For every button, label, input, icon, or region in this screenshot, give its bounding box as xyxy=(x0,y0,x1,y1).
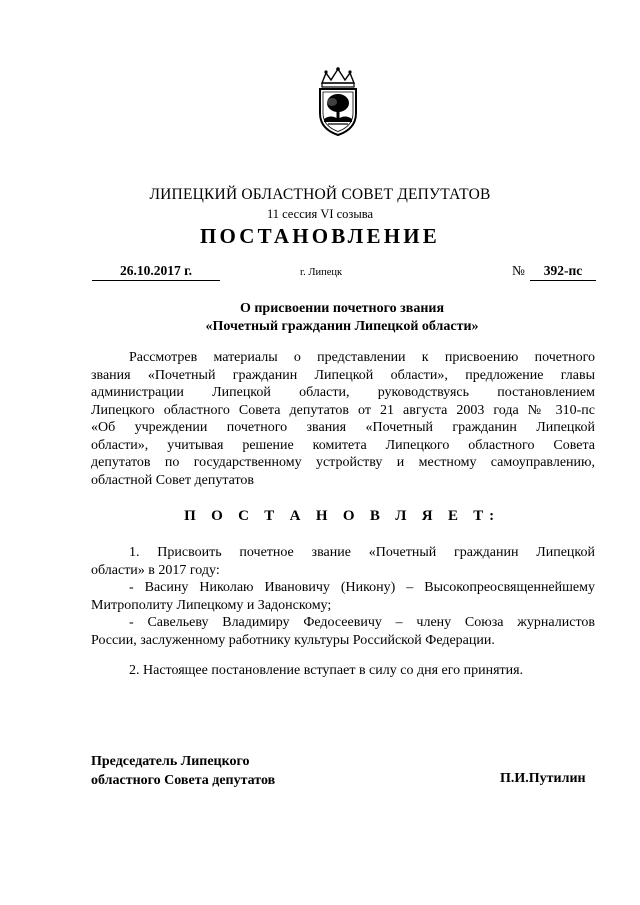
preamble-line: администрации Липецкой области, руководствуясь постановлением xyxy=(91,385,595,400)
subject-line-1: О присвоении почетного звания xyxy=(239,301,445,316)
item-1-line-1: 1. Присвоить почетное звание «Почетный гражданин Липецкой xyxy=(129,545,595,560)
preamble-line: Липецкого областного Совета депутатов от 21 августа 2003 года № 310-пс xyxy=(91,402,595,418)
preamble-line: области», учитывая решение комитета Липецкого областного Совета xyxy=(91,437,595,453)
session-info: 11 сессия VI созыва xyxy=(266,207,374,221)
document-type-title: ПОСТАНОВЛЕНИЕ xyxy=(199,224,441,248)
resolves-heading: П О С Т А Н О В Л Я Е Т: xyxy=(184,508,500,524)
document-date: 26.10.2017 г. xyxy=(92,263,220,281)
document-number: 392-пс xyxy=(530,263,596,281)
position-line-1: Председатель Липецкого xyxy=(91,754,250,769)
preamble-paragraph xyxy=(91,349,595,489)
person-1-line-2: Митрополиту Липецкому и Задонскому; xyxy=(91,597,332,613)
signatory-position xyxy=(91,752,275,790)
preamble-line: областной Совет депутатов xyxy=(91,472,255,488)
coat-of-arms-icon xyxy=(312,67,364,137)
preamble-line: звания «Почетный гражданин Липецкой области», предложение главы xyxy=(91,367,595,383)
document-subject xyxy=(0,300,640,336)
person-2-line-2: России, заслуженному работнику культуры Российской Федерации. xyxy=(91,632,495,648)
subject-line-2: «Почетный гражданин Липецкой области» xyxy=(205,319,479,334)
person-1-line-1: - Васину Николаю Ивановичу (Никону) – Высокопреосвященнейшему xyxy=(129,580,595,595)
signatory-name: П.И.Путилин xyxy=(500,771,586,786)
document-city: г. Липецк xyxy=(300,267,343,278)
preamble-line: Рассмотрев материалы о представлении к присвоению почетного xyxy=(129,350,595,365)
preamble-line: «Об учреждении почетного звания «Почетный гражданин Липецкой xyxy=(91,420,595,435)
number-label: № xyxy=(512,263,525,278)
organization-name: ЛИПЕЦКИЙ ОБЛАСТНОЙ СОВЕТ ДЕПУТАТОВ xyxy=(149,186,491,203)
position-line-2: областного Совета депутатов xyxy=(91,773,276,788)
item-2: 2. Настоящее постановление вступает в силу со дня его принятия. xyxy=(129,663,524,678)
person-2-line-1: - Савельеву Владимиру Федосеевичу – члену Союза журналистов xyxy=(129,615,595,630)
preamble-line: депутатов по государственному устройству и местному самоуправлению, xyxy=(91,455,595,470)
item-1-line-2: области» в 2017 году: xyxy=(91,562,220,578)
resolution-items xyxy=(91,544,595,649)
